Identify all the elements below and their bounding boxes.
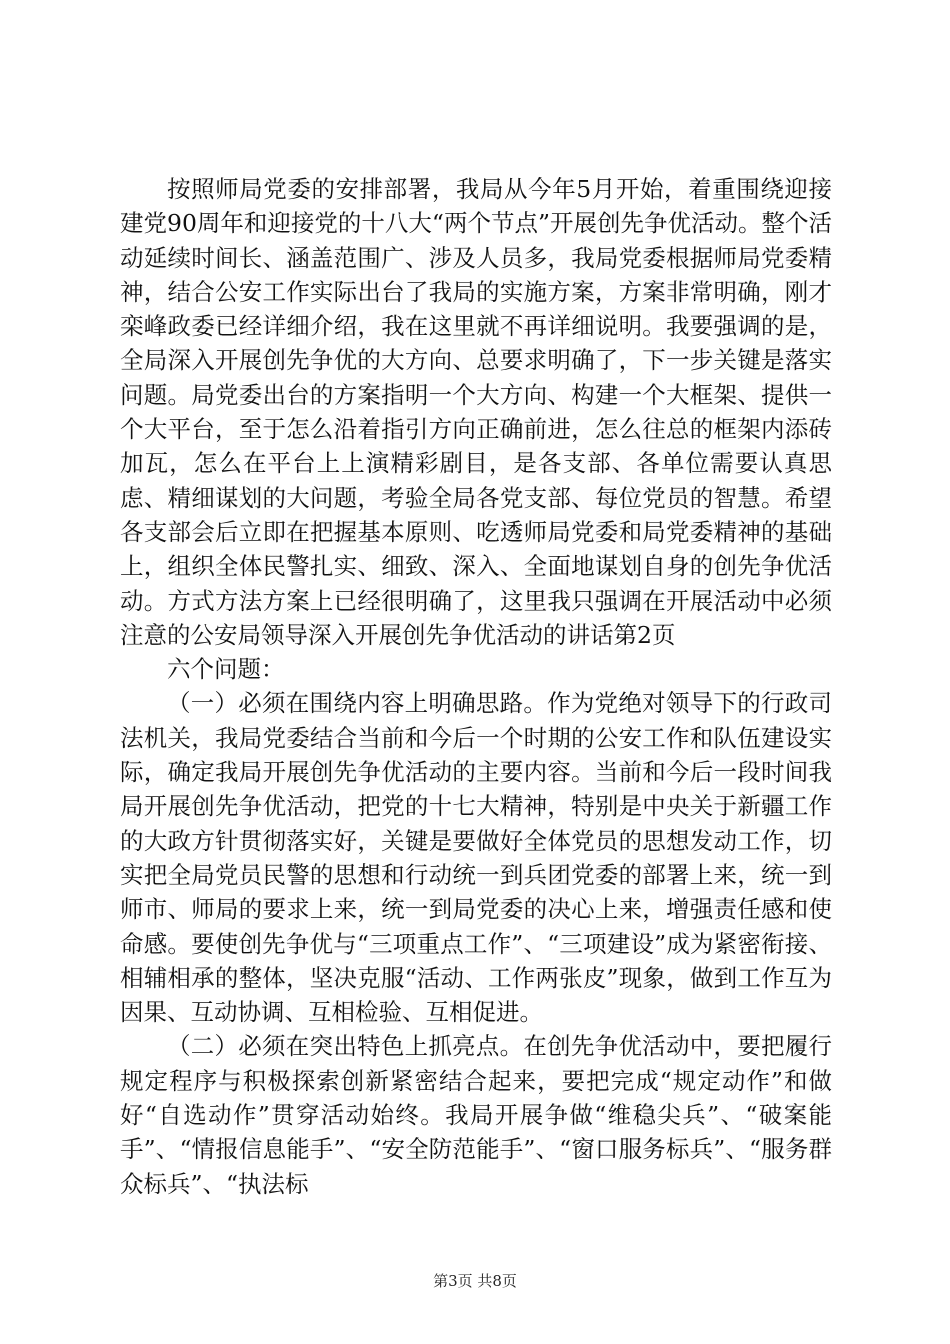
- document-body: [120, 172, 832, 1201]
- paragraph-intro: 按照师局党委的安排部署，我局从今年5月开始，着重围绕迎接建党90周年和迎接党的十八大“两个节点”开展创先争优活动。整个活动延续时间长、涵盖范围广、涉及人员多，我局党委根据师局党委精神，结合公安工作实际出台了我局的实施方案，方案非常明确，刚才栾峰政委已经详细介绍，我在这里就不再详细说明。我要强调的是，全局深入开展创先争优的大方向、总要求明确了，下一步关键是落实问题。局党委出台的方案指明一个大方向、构建一个大框架、提供一个大平台，至于怎么沿着指引方向正确前进，怎么往总的框架内添砖加瓦，怎么在平台上上演精彩剧目，是各支部、各单位需要认真思虑、精细谋划的大问题，考验全局各党支部、每位党员的智慧。希望各支部会后立即在把握基本原则、吃透师局党委和局党委精神的基础上，组织全体民警扎实、细致、深入、全面地谋划自身的创先争优活动。方式方法方案上已经很明确了，这里我只强调在开展活动中必须注意的公安局领导深入开展创先争优活动的讲话第2页: [120, 175, 832, 649]
- page-footer: 第3页 共8页: [433, 1272, 517, 1290]
- paragraph-six-issues: 六个问题：: [167, 655, 285, 684]
- paragraph-issue-one: （一）必须在围绕内容上明确思路。作为党绝对领导下的行政司法机关，我局党委结合当前和今后一个时期的公安工作和队伍建设实际，确定我局开展创先争优活动的主要内容。当前和今后一段时间我局开展创先争优活动，把党的十七大精神，特别是中央关于新疆工作的大政方针贯彻落实好，关键是要做好全体党员的思想发动工作，切实把全局党员民警的思想和行动统一到兵团党委的部署上来，统一到师市、师局的要求上来，统一到局党委的决心上来，增强责任感和使命感。要使创先争优与“三项重点工作”、“三项建设”成为紧密衔接、相辅相承的整体，坚决克服“活动、工作两张皮”现象，做到工作互为因果、互动协调、互相检验、互相促进。: [120, 689, 832, 1027]
- paragraph-issue-two: （二）必须在突出特色上抓亮点。在创先争优活动中，要把履行规定程序与积极探索创新紧密结合起来，要把完成“规定动作”和做好“自选动作”贯穿活动始终。我局开展争做“维稳尖兵”、“破案能手”、“情报信息能手”、“安全防范能手”、“窗口服务标兵”、“服务群众标兵”、“执法标: [120, 1032, 832, 1198]
